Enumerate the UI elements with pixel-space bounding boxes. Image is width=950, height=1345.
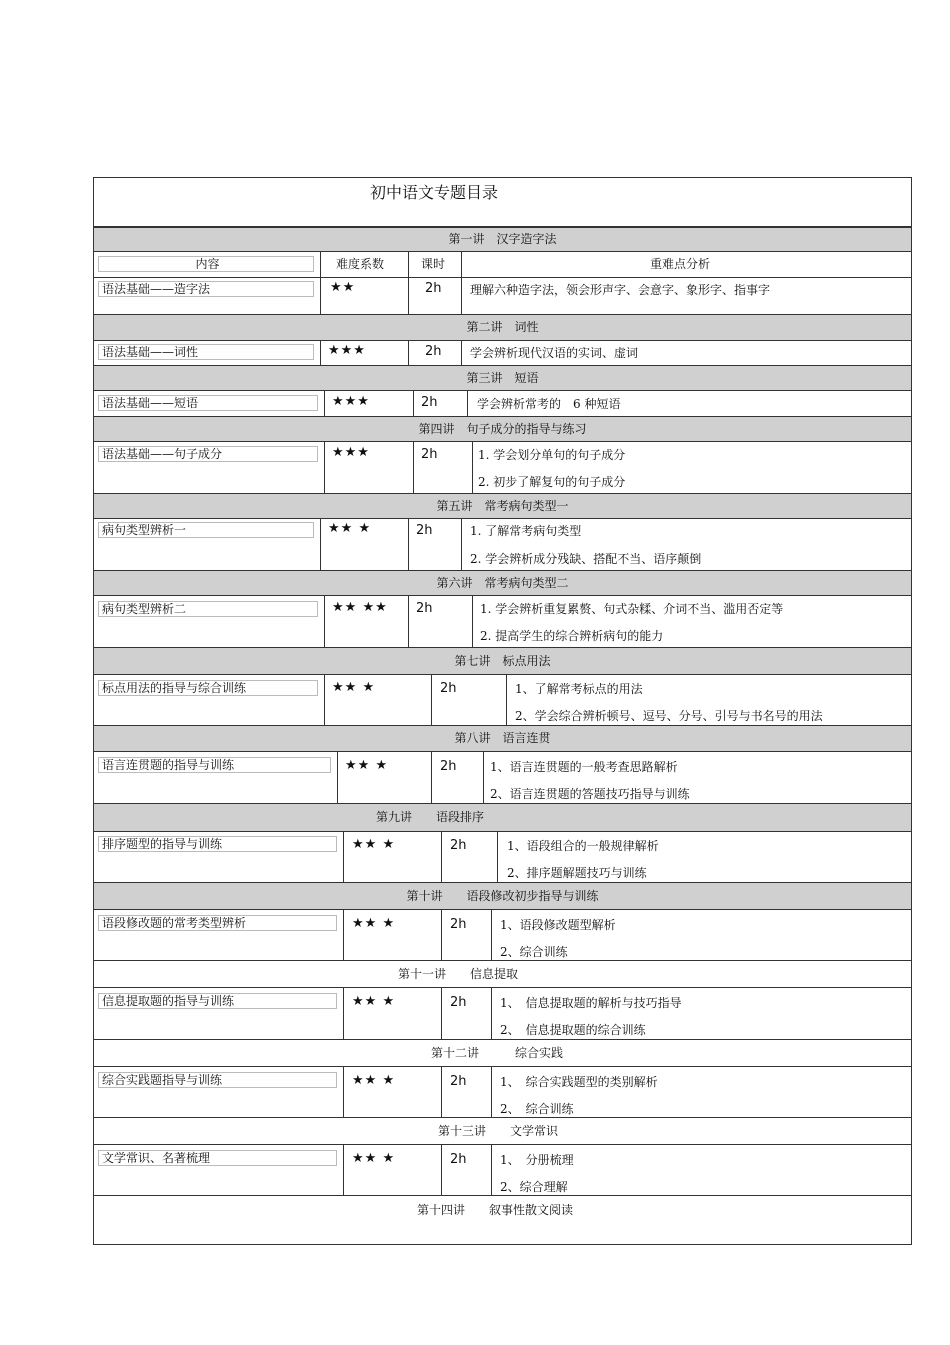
divider (320, 341, 321, 365)
lecture-content: 病句类型辨析一 (98, 522, 314, 538)
lecture-header: 第六讲 常考病句类型二 (94, 570, 911, 596)
lecture-hours: 2h (440, 681, 457, 696)
divider (441, 1145, 442, 1195)
divider (472, 442, 473, 493)
divider (491, 1067, 492, 1117)
divider (343, 1145, 344, 1195)
divider (324, 391, 325, 416)
divider (497, 832, 498, 882)
lecture-content: 标点用法的指导与综合训练 (98, 680, 318, 696)
difficulty-stars: ★★ ★ (352, 1151, 396, 1166)
divider (491, 910, 492, 960)
key-point: 1、语言连贯题的一般考查思路解析 (490, 760, 678, 774)
key-point: 1. 学会划分单句的句子成分 (478, 448, 626, 462)
key-point: 2、 信息提取题的综合训练 (500, 1023, 646, 1037)
lecture-header: 第八讲 语言连贯 (94, 725, 911, 752)
lecture-content: 综合实践题指导与训练 (98, 1072, 337, 1088)
divider (472, 596, 473, 647)
lecture-header: 第九讲 语段排序 (94, 803, 911, 832)
lecture-content: 语段修改题的常考类型辨析 (98, 915, 337, 931)
divider (408, 341, 409, 365)
lecture-header: 第十一讲 信息提取 (94, 960, 911, 988)
divider (413, 391, 414, 416)
difficulty-stars: ★★ ★ (345, 758, 389, 773)
key-point: 2、 综合训练 (500, 1102, 574, 1116)
divider (324, 442, 325, 493)
lecture-header: 第一讲 汉字造字法 (94, 227, 911, 252)
divider (320, 519, 321, 570)
divider (343, 832, 344, 882)
key-point: 学会辨析现代汉语的实词、虚词 (470, 346, 639, 360)
divider (461, 341, 462, 365)
lecture-header: 第四讲 句子成分的指导与练习 (94, 416, 911, 442)
difficulty-stars: ★★ ★ (328, 521, 372, 536)
divider (431, 675, 432, 725)
key-point: 2、综合理解 (500, 1180, 568, 1194)
divider (408, 252, 409, 314)
key-point: 1、语段组合的一般规律解析 (507, 839, 659, 853)
lecture-hours: 2h (450, 1074, 467, 1089)
lecture-header: 第十四讲 叙事性散文阅读 (417, 1203, 574, 1217)
key-point: 1、 综合实践题型的类别解析 (500, 1075, 658, 1089)
lecture-header: 第七讲 标点用法 (94, 647, 911, 675)
divider (483, 752, 484, 803)
divider (441, 910, 442, 960)
divider (413, 442, 414, 493)
divider (337, 752, 338, 803)
column-header-content: 内容 (98, 256, 314, 272)
key-point: 2、综合训练 (500, 945, 568, 959)
lecture-header: 第二讲 词性 (94, 314, 911, 341)
divider (491, 1145, 492, 1195)
difficulty-stars: ★★ ★ (332, 680, 376, 695)
page-title: 初中语文专题目录 (370, 183, 499, 202)
key-point: 2. 初步了解复句的句子成分 (478, 475, 626, 489)
divider (467, 391, 468, 416)
divider (94, 1195, 911, 1196)
lecture-hours: 2h (450, 1152, 467, 1167)
divider (324, 596, 325, 647)
key-point: 2、语言连贯题的答题技巧指导与训练 (490, 787, 690, 801)
difficulty-stars: ★★ ★ (352, 837, 396, 852)
lecture-content: 排序题型的指导与训练 (98, 836, 337, 852)
difficulty-stars: ★★★ (332, 445, 370, 460)
column-header-hours: 课时 (421, 257, 446, 271)
lecture-hours: 2h (440, 759, 457, 774)
lecture-content: 信息提取题的指导与训练 (98, 993, 337, 1009)
divider (441, 1067, 442, 1117)
difficulty-stars: ★★ ★★ (332, 600, 388, 615)
divider (461, 252, 462, 314)
lecture-content: 文学常识、名著梳理 (98, 1150, 337, 1166)
divider (343, 988, 344, 1039)
column-header-analysis: 重难点分析 (650, 257, 711, 271)
divider (408, 519, 409, 570)
lecture-content: 语法基础——造字法 (98, 281, 314, 297)
difficulty-stars: ★★ ★ (352, 994, 396, 1009)
key-point: 2. 学会辨析成分残缺、搭配不当、语序颠倒 (470, 552, 702, 566)
column-header-difficulty: 难度系数 (336, 257, 385, 271)
key-point: 1、了解常考标点的用法 (515, 682, 643, 696)
lecture-hours: 2h (450, 838, 467, 853)
key-point: 2. 提高学生的综合辨析病句的能力 (480, 629, 664, 643)
key-point: 学会辨析常考的 6 种短语 (477, 397, 621, 411)
divider (441, 988, 442, 1039)
lecture-header: 第十二讲 综合实践 (94, 1039, 911, 1067)
lecture-hours: 2h (421, 395, 438, 410)
divider (324, 675, 325, 725)
divider (461, 519, 462, 570)
lecture-hours: 2h (450, 917, 467, 932)
lecture-hours: 2h (425, 344, 442, 359)
divider (343, 910, 344, 960)
lecture-header: 第三讲 短语 (94, 365, 911, 391)
lecture-hours: 2h (421, 447, 438, 462)
divider (343, 1067, 344, 1117)
lecture-content: 语法基础——句子成分 (98, 446, 318, 462)
difficulty-stars: ★★ ★ (352, 1073, 396, 1088)
lecture-content: 语言连贯题的指导与训练 (98, 757, 331, 773)
lecture-content: 语法基础——词性 (98, 344, 314, 360)
lecture-header: 第十讲 语段修改初步指导与训练 (94, 882, 911, 910)
difficulty-stars: ★★★ (328, 343, 366, 358)
difficulty-stars: ★★ (330, 280, 356, 295)
lecture-hours: 2h (416, 523, 433, 538)
lecture-content: 语法基础——短语 (98, 395, 318, 411)
key-point: 1、 分册梳理 (500, 1153, 574, 1167)
key-point: 1、语段修改题型解析 (500, 918, 616, 932)
divider (491, 988, 492, 1039)
key-point: 1. 了解常考病句类型 (470, 524, 582, 538)
difficulty-stars: ★★★ (332, 394, 370, 409)
lecture-content: 病句类型辨析二 (98, 601, 318, 617)
lecture-hours: 2h (416, 601, 433, 616)
divider (94, 277, 911, 278)
divider (506, 675, 507, 725)
divider (441, 832, 442, 882)
lecture-hours: 2h (450, 995, 467, 1010)
key-point: 1、 信息提取题的解析与技巧指导 (500, 996, 682, 1010)
key-point: 2、学会综合辨析顿号、逗号、分号、引号与书名号的用法 (515, 709, 823, 723)
lecture-header: 第五讲 常考病句类型一 (94, 493, 911, 519)
divider (408, 596, 409, 647)
key-point: 理解六种造字法，领会形声字、会意字、象形字、指事字 (470, 283, 771, 297)
key-point: 1. 学会辨析重复累赘、句式杂糅、介词不当、滥用否定等 (480, 602, 784, 616)
key-point: 2、排序题解题技巧与训练 (507, 866, 647, 880)
lecture-header: 第十三讲 文学常识 (94, 1117, 911, 1145)
divider (320, 252, 321, 314)
divider (431, 752, 432, 803)
difficulty-stars: ★★ ★ (352, 916, 396, 931)
lecture-hours: 2h (425, 281, 442, 296)
